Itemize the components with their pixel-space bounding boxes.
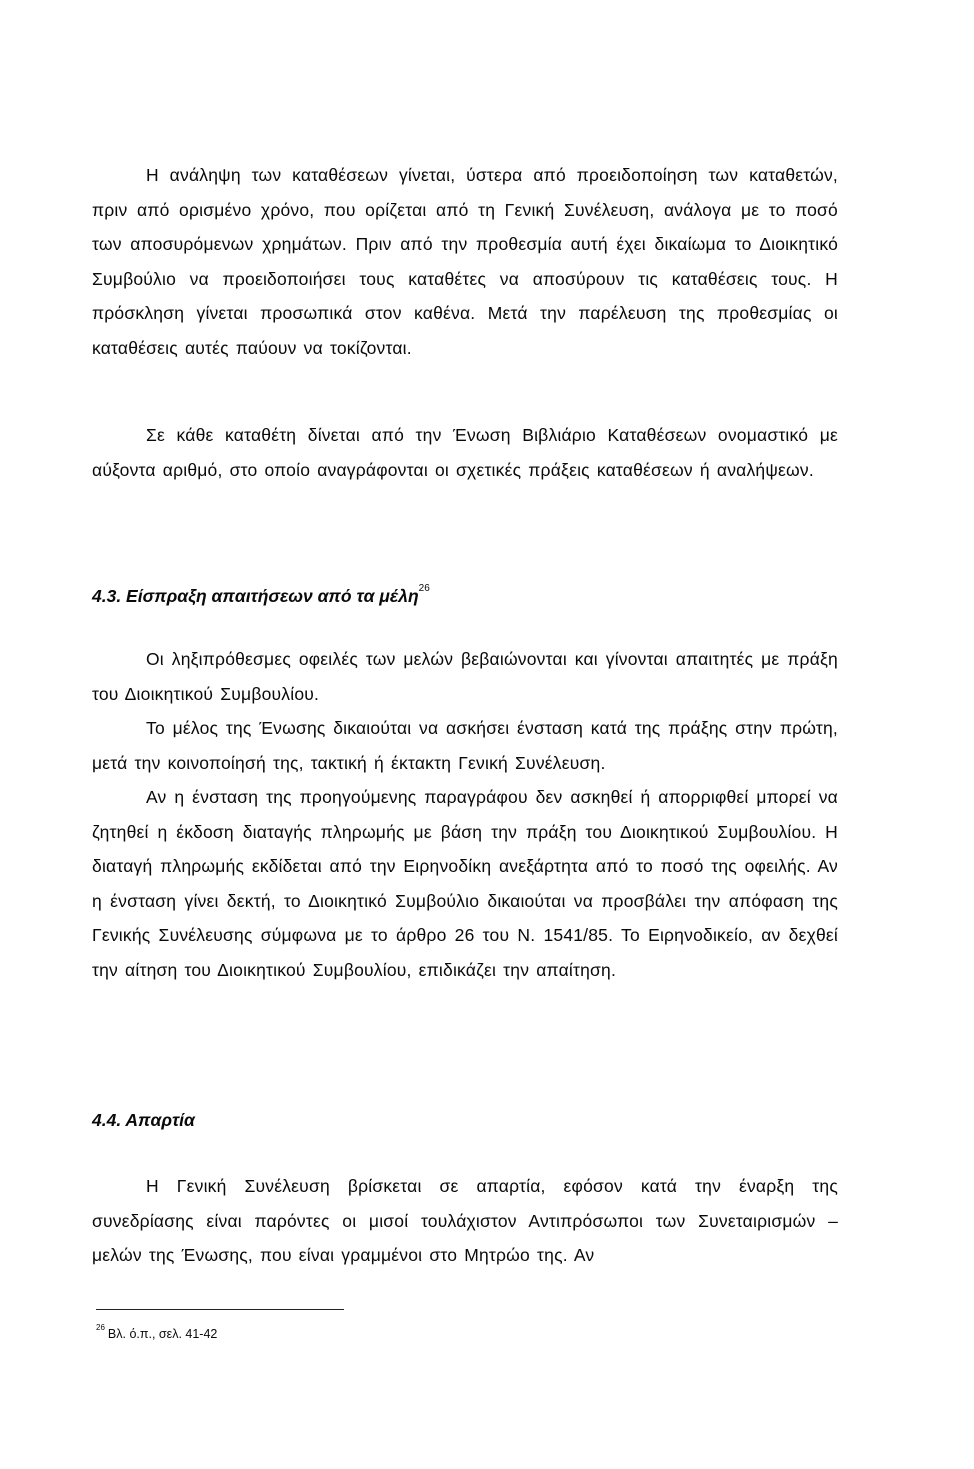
footnote bbox=[96, 1322, 217, 1343]
collection-paragraph-3: Αν η ένσταση της προηγούμενης παραγράφου δεν ασκηθεί ή απορριφθεί μπορεί να ζητηθεί η έκδοση διαταγής πληρωμής με βάση την πράξη του Διοικητικού Συμβουλίου. Η διαταγή πληρωμής εκδίδεται από την Ειρηνοδίκη ανεξάρτητα από το ποσό της οφειλής. Αν η ένσταση γίνει δεκτή, το Διοικητικό Συμβούλιο δικαιούται να προσβάλει την απόφαση της Γενικής Συνέλευσης σύμφωνα με το άρθρο 26 του Ν. 1541/85. Το Ειρηνοδικείο, αν δεχθεί την αίτηση του Διοικητικού Συμβουλίου, επιδικάζει την απαίτηση. bbox=[92, 787, 838, 980]
withdrawals-paragraph-1: Η ανάληψη των καταθέσεων γίνεται, ύστερα από προειδοποίηση των καταθετών, πριν από ορισμένο χρόνο, που ορίζεται από τη Γενική Συνέλευση, ανάλογα με το ποσό των αποσυρόμενων χρημάτων. Πριν από την προθεσμία αυτή έχει δικαίωμα το Διοικητικό Συμβούλιο να προειδοποιήσει τους καταθέτες να αποσύρουν τις καταθέσεις τους. Η πρόσκληση γίνεται προσωπικά στον καθένα. Μετά την παρέλευση της προθεσμίας οι καταθέσεις αυτές παύουν να τοκίζονται. bbox=[92, 165, 838, 358]
footnote-number: 26 bbox=[96, 1323, 105, 1332]
footnote-reference: 26 bbox=[418, 583, 430, 594]
footnote-text: Βλ. ό.π., σελ. 41-42 bbox=[107, 1327, 218, 1342]
collection-heading-block bbox=[92, 576, 838, 613]
withdrawals-paragraph-2: Σε κάθε καταθέτη δίνεται από την Ένωση Βιβλιάριο Καταθέσεων ονομαστικό με αύξοντα αριθμό, στο οποίο αναγράφονται οι σχετικές πράξεις καταθέσεων ή αναλήψεων. bbox=[92, 425, 838, 480]
quorum-paragraph-1: Η Γενική Συνέλευση βρίσκεται σε απαρτία, εφόσον κατά την έναρξη της συνεδρίασης είναι παρόντες οι μισοί τουλάχιστον Αντιπρόσωποι των Συνεταιρισμών – μελών της Ένωσης, που είναι γραμμένοι στο Μητρώο της. Αν bbox=[92, 1176, 838, 1265]
section-heading-4-3-text: 4.3. Είσπραξη απαιτήσεων από τα μέλη bbox=[92, 585, 419, 606]
footnote-divider bbox=[96, 1309, 344, 1310]
passbook-section bbox=[92, 418, 838, 487]
quorum-heading-block bbox=[92, 1103, 838, 1137]
section-heading-4-4: 4.4. Απαρτία bbox=[92, 1110, 195, 1130]
quorum-section bbox=[92, 1169, 838, 1273]
collection-paragraph-1: Οι ληξιπρόθεσμες οφειλές των μελών βεβαιώνονται και γίνονται απαιτητές με πράξη του Διοικητικού Συμβουλίου. bbox=[92, 649, 838, 704]
withdrawals-section bbox=[92, 158, 838, 365]
collection-section bbox=[92, 642, 838, 987]
collection-paragraph-2: Το μέλος της Ένωσης δικαιούται να ασκήσει ένσταση κατά της πράξης στην πρώτη, μετά την κοινοποίησή της, τακτική ή έκτακτη Γενική Συνέλευση. bbox=[92, 718, 838, 773]
section-heading-4-3 bbox=[92, 576, 838, 613]
